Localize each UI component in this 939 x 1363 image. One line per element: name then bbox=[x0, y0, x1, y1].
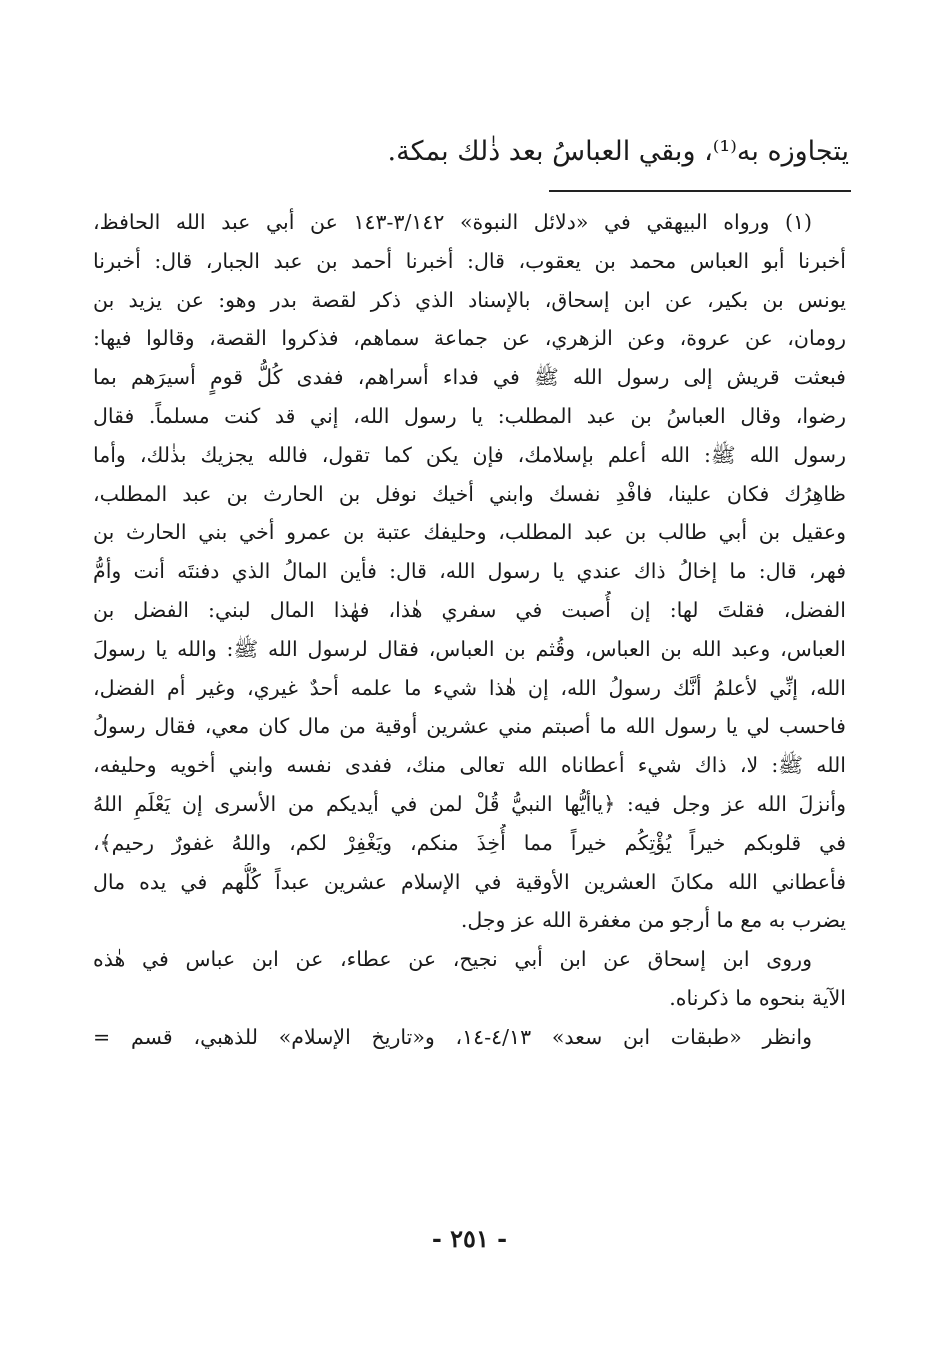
footnote-line: يضرب به مع ما أرجو من مغفرة الله عز وجل. bbox=[460, 908, 846, 933]
footnote-line: في قلوبكم خيراً يُؤْتِكُم خيراً مما أُخِذَ منكم، ويَغْفِرْ لكم، واللهُ غفورٌ رحيم﴾، bbox=[93, 830, 846, 855]
footnote-line: يونس بن بكير، عن ابن إسحاق، بالإسناد الذي ذكر لقصة بدر وهو: عن يزيد بن bbox=[93, 287, 846, 312]
footnote-line: وروى ابن إسحاق عن ابن أبي نجيح، عن عطاء، عن ابن عباس في هٰذه bbox=[93, 947, 812, 972]
footnote-line: ظاهِرُك فكان علينا، فافْدِ نفسك وابني أخيك نوفل بن الحارث بن عبد المطلب، bbox=[93, 481, 846, 506]
footnote-line: وانظر «طبقات ابن سعد» ٤/١٣-١٤، و«تاريخ الإسلام» للذهبي، قسم = bbox=[93, 1024, 812, 1049]
footnote-separator-rule bbox=[549, 190, 851, 192]
footnote-line: الفضل، فقلتَ لها: إن أُصبت في سفري هٰذا، فهٰذا المال لبني: الفضل بن bbox=[93, 597, 846, 622]
footnote-line: رسول الله ﷺ: الله أعلم بإسلامك، فإن يكن كما تقول، فالله يجزيك بذٰلك، وأما bbox=[93, 442, 846, 467]
footnote-line: فأعطاني الله مكانَ العشرين الأوقية في الإسلام عشرين عبداً كُلُّهم في يده مال bbox=[93, 869, 846, 894]
page-number: - ٢٥١ - bbox=[431, 1224, 508, 1253]
footnote-line: فهر، قال: ما إخالُ ذاك عندي يا رسول الله، قال: فأين المالُ الذي دفنتَه أنت وأمُّ bbox=[93, 559, 846, 584]
footnote-line: الله، إنِّي لأعلمُ أنَّك رسولُ الله، إن هٰذا شيء ما علمه أحدٌ غيري، وغير أم الفضل، bbox=[93, 675, 846, 700]
footnote-line: أخبرنا أبو العباس محمد بن يعقوب، قال: أخبرنا أحمد بن عبد الجبار، قال: أخبرنا bbox=[93, 248, 846, 273]
main-text-line: يتجاوزه به⁽¹⁾، وبقي العباسُ بعد ذٰلك بمكة. bbox=[387, 136, 849, 167]
footnote-line: الله ﷺ: لا، ذاك شيء أعطاناه الله تعالى منك، ففدى نفسه وابني أخويه وحليفه، bbox=[93, 753, 846, 778]
footnote-line: العباس، وعبد الله بن العباس، وقُثم بن العباس، فقال لرسول الله ﷺ: والله يا رسولَ bbox=[93, 636, 846, 661]
footnote-line: رومان، عن عروة، وعن الزهري، عن جماعة سماهم، فذكروا القصة، وقالوا فيها: bbox=[93, 326, 846, 351]
footnote-line: فاحسب لي يا رسول الله ما أصبتم مني عشرين أوقية من مال كان معي، فقال رسولُ bbox=[93, 714, 846, 739]
footnote-line: فبعثت قريش إلى رسول الله ﷺ في فداء أسراهم، ففدى كُلُّ قومٍ أسيرَهم بما bbox=[93, 365, 846, 390]
footnote-line: الآية بنحوه ما ذكرناه. bbox=[669, 985, 846, 1010]
footnote-line: وعقيل بن أبي طالب بن عبد المطلب، وحليفك عتبة بن عمرو أخي بني الحارث بن bbox=[93, 520, 846, 545]
footnote-line: (١) ورواه البيهقي في «دلائل النبوة» ٣/١٤٢-١٤٣ عن أبي عبد الله الحافظ، bbox=[93, 210, 812, 234]
footnote-line: رضوا، وقال العباسُ بن عبد المطلب: يا رسول الله، إني قد كنت مسلماً. فقال bbox=[93, 403, 846, 428]
footnotes-block bbox=[93, 203, 846, 1057]
footnote-line: وأنزلَ الله عز وجل فيه: ﴿ياأيُّها النبيُّ قُلْ لمن في أيديكم من الأسرى إن يَعْلَمِ اللهُ bbox=[93, 791, 846, 816]
